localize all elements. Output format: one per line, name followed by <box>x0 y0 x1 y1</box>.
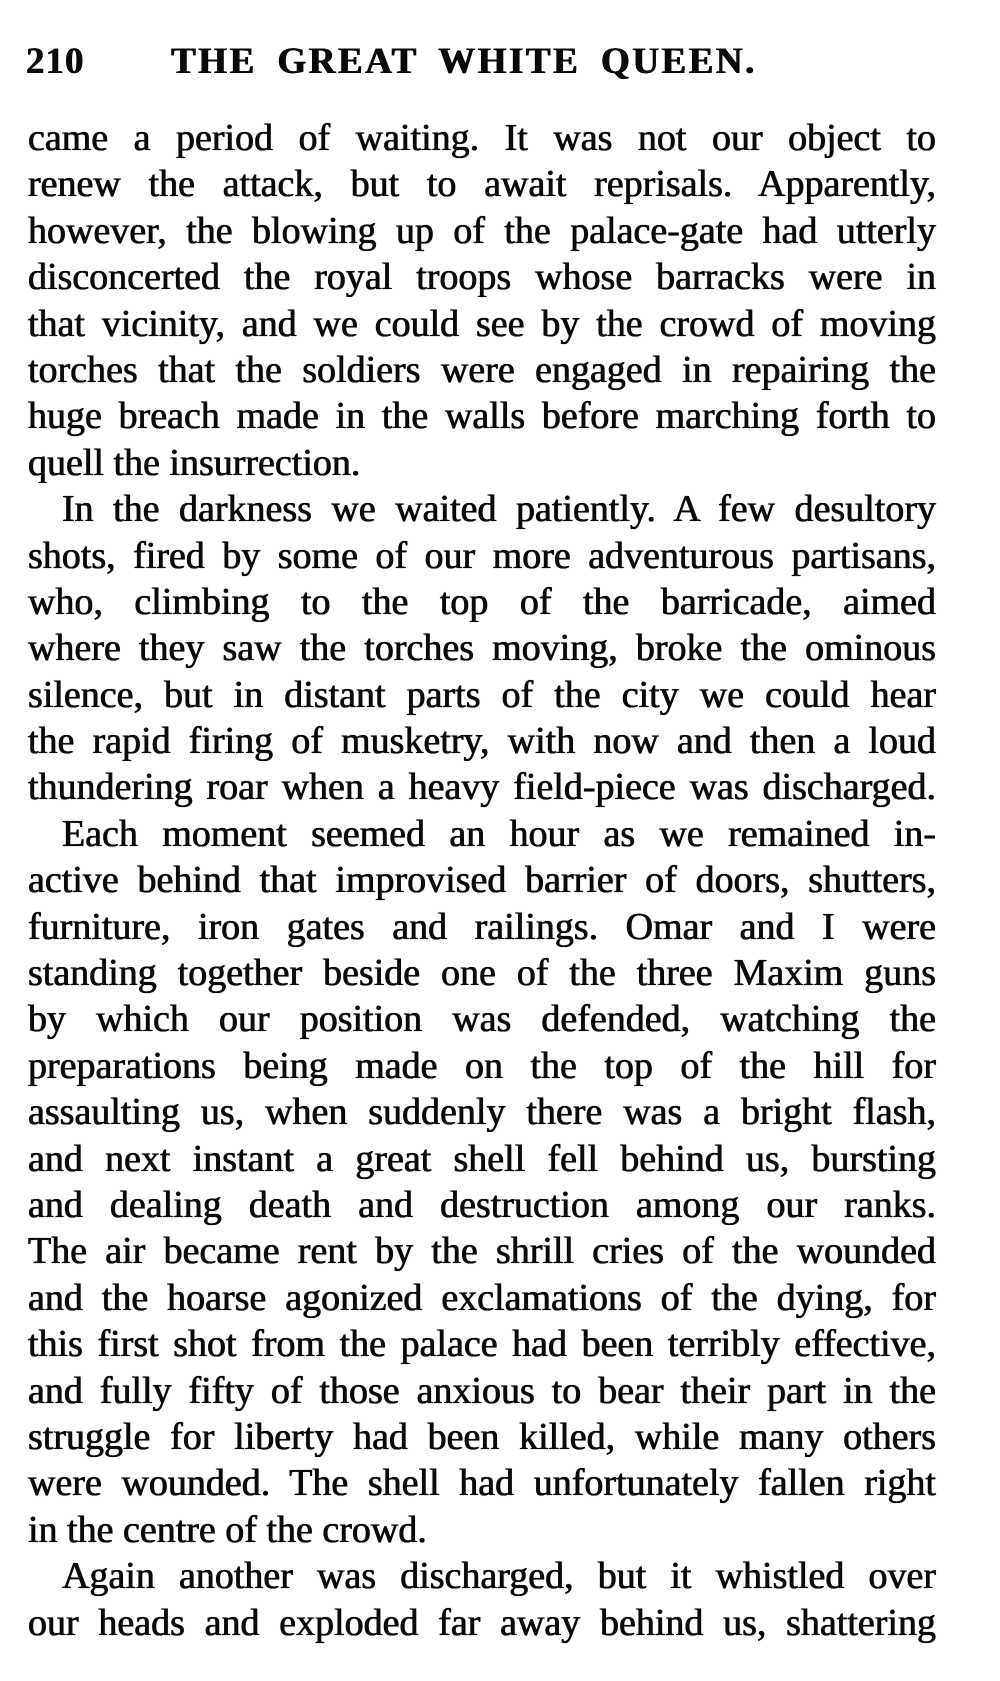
text-line: however, the blowing up of the palace-gate had utterly <box>28 209 936 252</box>
text-line: and next instant a great shell fell behind us, bursting <box>28 1137 936 1180</box>
text-line: assaulting us, when suddenly there was a bright flash, <box>28 1091 936 1134</box>
text-line: struggle for liberty had been killed, while many others <box>28 1415 936 1458</box>
text-line: the rapid firing of musketry, with now and then a loud <box>28 720 936 763</box>
text-line: furniture, iron gates and railings. Omar and I were <box>28 905 936 948</box>
text-line: active behind that improvised barrier of doors, shutters, <box>28 859 936 902</box>
text-line: preparations being made on the top of the hill for <box>28 1044 936 1087</box>
paragraph <box>28 486 936 811</box>
text-line: where they saw the torches moving, broke the ominous <box>28 627 936 670</box>
paragraph <box>28 811 936 1553</box>
text-line: and fully fifty of those anxious to bear their part in the <box>28 1369 936 1412</box>
text-block <box>28 115 936 1646</box>
text-line: in the centre of the crowd. <box>28 1508 427 1551</box>
text-line: quell the insurrection. <box>28 441 361 484</box>
text-line: In the darkness we waited patiently. A few desultory <box>62 488 936 531</box>
text-line: and dealing death and destruction among our ranks. <box>28 1183 936 1226</box>
paragraph <box>28 115 936 486</box>
text-line: Again another was discharged, but it whistled over <box>62 1555 936 1598</box>
text-line: and the hoarse agonized exclamations of the dying, for <box>28 1276 936 1319</box>
text-line: silence, but in distant parts of the city we could hear <box>28 673 936 716</box>
text-line: torches that the soldiers were engaged in repairing the <box>28 348 936 391</box>
text-line: came a period of waiting. It was not our object to <box>28 117 936 159</box>
text-line: our heads and exploded far away behind us, shattering <box>28 1601 936 1644</box>
page-number: 210 <box>26 41 85 82</box>
text-line: renew the attack, but to await reprisals. Apparently, <box>28 163 936 206</box>
text-line: thundering roar when a heavy field-piece was discharged. <box>28 766 936 809</box>
text-line: Each moment seemed an hour as we remained in- <box>62 812 936 855</box>
text-line: disconcerted the royal troops whose barracks were in <box>28 256 936 299</box>
text-line: who, climbing to the top of the barricade, aimed <box>28 580 936 623</box>
running-title: THE GREAT WHITE QUEEN. <box>171 41 757 82</box>
text-line: The air became rent by the shrill cries of the wounded <box>28 1230 936 1273</box>
text-line: shots, fired by some of our more adventurous partisans, <box>28 534 936 577</box>
text-line: this first shot from the palace had been terribly effective, <box>28 1323 936 1366</box>
text-line: by which our position was defended, watching the <box>28 998 936 1041</box>
page-header <box>28 40 936 84</box>
text-line: huge breach made in the walls before marching forth to <box>28 395 936 438</box>
paragraph <box>28 1553 936 1646</box>
text-line: standing together beside one of the three Maxim guns <box>28 952 936 995</box>
text-line: that vicinity, and we could see by the crowd of moving <box>28 302 936 345</box>
text-line: were wounded. The shell had unfortunately fallen right <box>28 1462 936 1505</box>
